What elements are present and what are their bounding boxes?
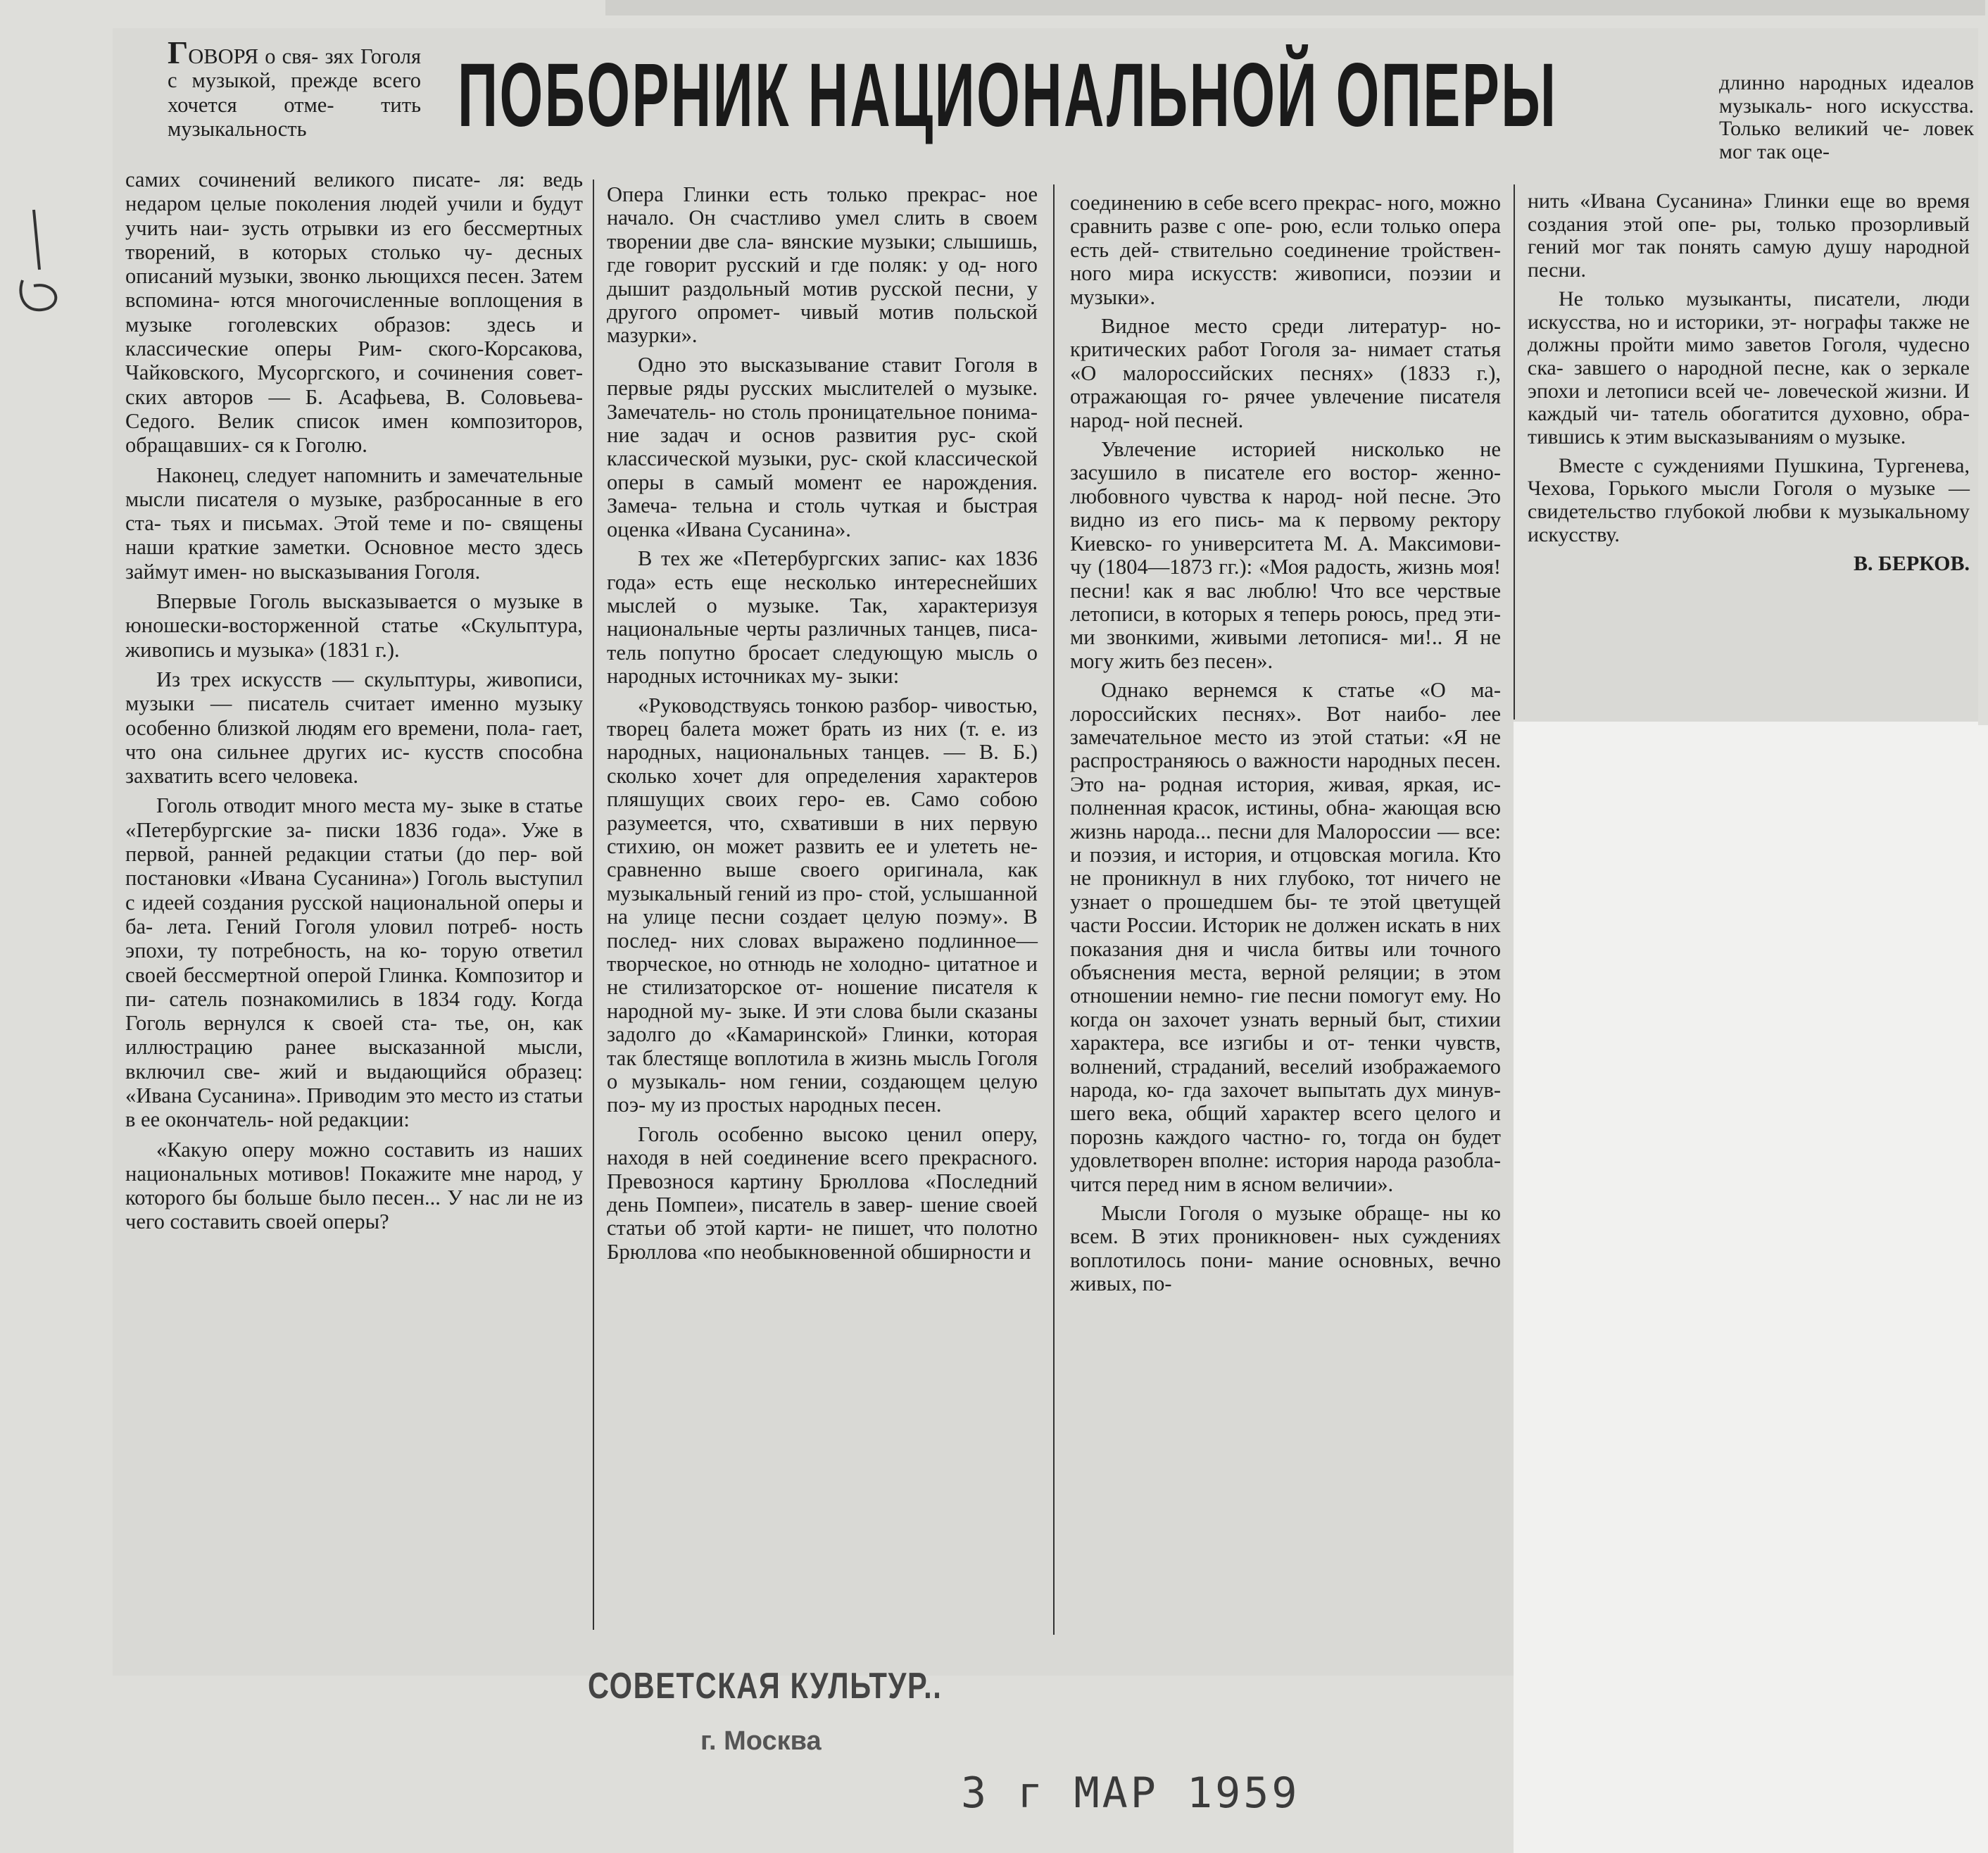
paragraph: нить «Ивана Сусанина» Глинки еще во время создания этой опе- ры, только прозорливый гений мог так понять самую душу народной песни. (1528, 189, 1970, 282)
article-column-1 (125, 168, 583, 1240)
headline: ПОБОРНИК НАЦИОНАЛЬНОЙ ОПЕРЫ (458, 45, 1558, 146)
paragraph: соединению в себе всего прекрас- ного, можно сравнить разве с опе- рою, если только опера есть дей- ствительно соединение тройствен- ного мира искусств: живописи, поэзии и музыки». (1070, 191, 1501, 309)
column-rule (1053, 184, 1055, 1635)
article-column-2 (607, 183, 1038, 1269)
source-stamp: СОВЕТСКАЯ КУЛЬТУР.. (588, 1666, 943, 1707)
dropcap: Г (168, 34, 189, 70)
paragraph: самих сочинений великого писате- ля: ведь недаром целые поколения людей учили и будут учить наи- зусть отрывки из его бессмертных творений, в которых столько чу- десных описаний музыки, звонко льющихся песен. Затем вспомина- ются многочисленные воплощения в музыке гоголевских образов: здесь и классические оперы Рим- ского-Корсакова, Чайковского, Мусоргского, и сочинения совет- ских авторов — Б. Асафьева, В. Соловьева-Седого. Велик список имен композиторов, обращавших- ся к Гоголю. (125, 168, 583, 458)
paragraph: Вместе с суждениями Пушкина, Тургенева, Чехова, Горького мысли Гоголя о музыке — свидетельство глубокой любви к музыкальному искусству. (1528, 453, 1970, 546)
paragraph: Мысли Гоголя о музыке обраще- ны ко всем. В этих проникновен- ных суждениях воплотилось пони- мание основных, вечно живых, по- (1070, 1201, 1501, 1296)
paragraph: Не только музыканты, писатели, люди искусства, но и историки, эт- нографы также не должны пройти мимо заветов Гоголя, чудесно ска- завшего о народной песне, как о зеркале эпохи и летописи всей че- ловеческой жизни. И каждый чи- татель обогатится духовно, обра- тившись к этим высказываниям о музыке. (1528, 287, 1970, 449)
paragraph: «Какую оперу можно составить из наших национальных мотивов! Покажите мне народ, у которого бы больше было песен... У нас ли не из чего составить своей оперы? (125, 1137, 583, 1234)
paragraph: Из трех искусств — скульптуры, живописи, музыки — писатель считает именно музыку особенно близкой людям его времени, пола- гает, что она сильнее других ис- кусств способна захватить всего человека. (125, 667, 583, 789)
paragraph: Гоголь особенно высоко ценил оперу, находя в ней соединение всего прекрасного. Превознося картину Брюллова «Последний день Помпеи», писатель в завер- шение своей статьи об этой карти- не пишет, что полотно Брюллова «по необыкновенной обширности и (607, 1122, 1038, 1264)
author-signature: В. БЕРКОВ. (1853, 551, 1970, 575)
top-edge (605, 0, 1985, 15)
article-column-4 (1528, 190, 1970, 581)
date-stamp: 3 г МАР 1959 (961, 1769, 1300, 1818)
paragraph: Одно это высказывание ставит Гоголя в первые ряды русских мыслителей о музыке. Замечатель- но столь проницательное понима- ние задач и основ развития рус- ской классической музыки, рус- ской классической оперы в самый момент ее нарождения. Замеча- тельна и столь чуткая и быстрая оценка «Ивана Сусанина». (607, 352, 1038, 541)
handwritten-mark-icon (13, 203, 62, 329)
paragraph: «Руководствуясь тонкою разбор- чивостью, творец балета может брать из них (т. е. из народных, национальных танцев. — В. Б.) сколько хочет для определения характеров пляшущих своих геро- ев. Само собою разумеется, что, схвативши в них первую стихию, он может развить ее и улететь не- сравненно выше своего оригинала, как музыкальный гений из про- стой, услышанной на улице песни создает целую поэму». В послед- них словах выражено подлинное— творческое, но отнюдь не холодно- цитатное и не стилизаторское от- ношение писателя к народной му- зыке. И эти слова были сказаны задолго до «Камаринской» Глинки, которая так блестяще воплотила в жизнь мысль Гоголя о музыкаль- ном гении, создающем целую поэ- му из простых народных песен. (607, 693, 1038, 1117)
paragraph: Наконец, следует напомнить и замечательные мысли писателя о музыке, разбросанные в его ста- тьях и письмах. Этой теме и по- священы наши краткие заметки. Основное место здесь займут имен- но высказывания Гоголя. (125, 463, 583, 584)
paragraph: В тех же «Петербургских запис- ках 1836 года» есть еще несколько интереснейших мыслей о музыке. Так, характеризуя национальные черты различных танцев, писа- тель попутно бросает следующую мысль о народных источниках му- зыки: (607, 546, 1038, 689)
column1-lead (168, 34, 421, 141)
clipping-cutout (1514, 722, 1978, 1676)
city-stamp: г. Москва (700, 1726, 822, 1756)
paragraph: Впервые Гоголь высказывается о музыке в юношески-восторженной статье «Скульптура, живопись и музыка» (1831 г.). (125, 589, 583, 662)
column-rule (1514, 184, 1515, 720)
paragraph: Однако вернемся к статье «О ма- лороссийских песнях». Вот наибо- лее замечательное место из этой статьи: «Я не распространяюсь о важности народных песен. Это на- родная история, живая, яркая, ис- полненная красок, истины, обна- жающая всю жизнь народа... песни для Малороссии — все: и поэзия, и история, и отцовская могила. Кто не проникнул в них глубоко, тот ничего не узнает о прошедшем бы- те этой цветущей части России. Историк не должен искать в них показания дня и числа битвы или точного объяснения места, верной реляции; в этом отношении немно- гие песни помогут ему. Но когда он захочет узнать верный быт, стихии характера, все изгибы и от- тенки чувств, волнений, страданий, веселий изображаемого народа, ко- гда захочет выпытать дух минув- шего века, общий характер всего целого и порознь каждого частно- го, тогда он будет удовлетворен вполне: история народа разобла- чится перед ним в ясном величии». (1070, 678, 1501, 1196)
paragraph: Видное место среди литератур- но-критических работ Гоголя за- нимает статья «О малороссийских песнях» (1833 г.), отражающая го- рячее увлечение писателя народ- ной песней. (1070, 314, 1501, 432)
column-rule (593, 180, 594, 1630)
column1-lead-text: ОВОРЯ о свя- зях Гоголя с музыкой, прежде всего хочется отме- тить музыкальность (168, 44, 421, 141)
column4-lead: длинно народных идеалов музыкаль- ного искусства. Только великий че- ловек мог так оце- (1719, 71, 1974, 163)
paragraph: Опера Глинки есть только прекрас- ное начало. Он счастливо умел слить в своем творении две сла- вянские музыки; слышишь, где говорит русский и где поляк: у од- ного дышит раздольный мотив русской песни, у другого опромет- чивый мотив польской мазурки». (607, 182, 1038, 348)
paragraph: Гоголь отводит много места му- зыке в статье «Петербургские за- писки 1836 года». Уже в первой, ранней редакции статьи (до пер- вой постановки «Ивана Сусанина») Гоголь выступил с идеей создания русской национальной оперы и ба- лета. Гений Гоголя уловил потреб- ность эпохи, ту потребность, на ко- торую ответил своей бессмертной оперой Глинка. Композитор и пи- сатель познакомились в 1834 году. Когда Гоголь вернулся к своей ста- тье, он, как иллюстрацию ранее высказанной мысли, включил све- жий и выдающийся образец: «Ивана Сусанина». Приводим это место из статьи в ее окончатель- ной редакции: (125, 793, 583, 1132)
article-column-3 (1070, 191, 1501, 1302)
paragraph: Увлечение историей нисколько не засушило в писателе его востор- женно-любовного чувства к народ- ной песне. Это видно из его пись- ма к первому ректору Киевско- го университета М. А. Максимови- чу (1804—1873 гг.): «Моя радость, жизнь моя! песни! как я вас люблю! Что все черствые летописи, в которых я теперь роюсь, пред эти- ми звонкими, живыми летопися- ми!.. Я не могу жить без песен». (1070, 437, 1501, 673)
